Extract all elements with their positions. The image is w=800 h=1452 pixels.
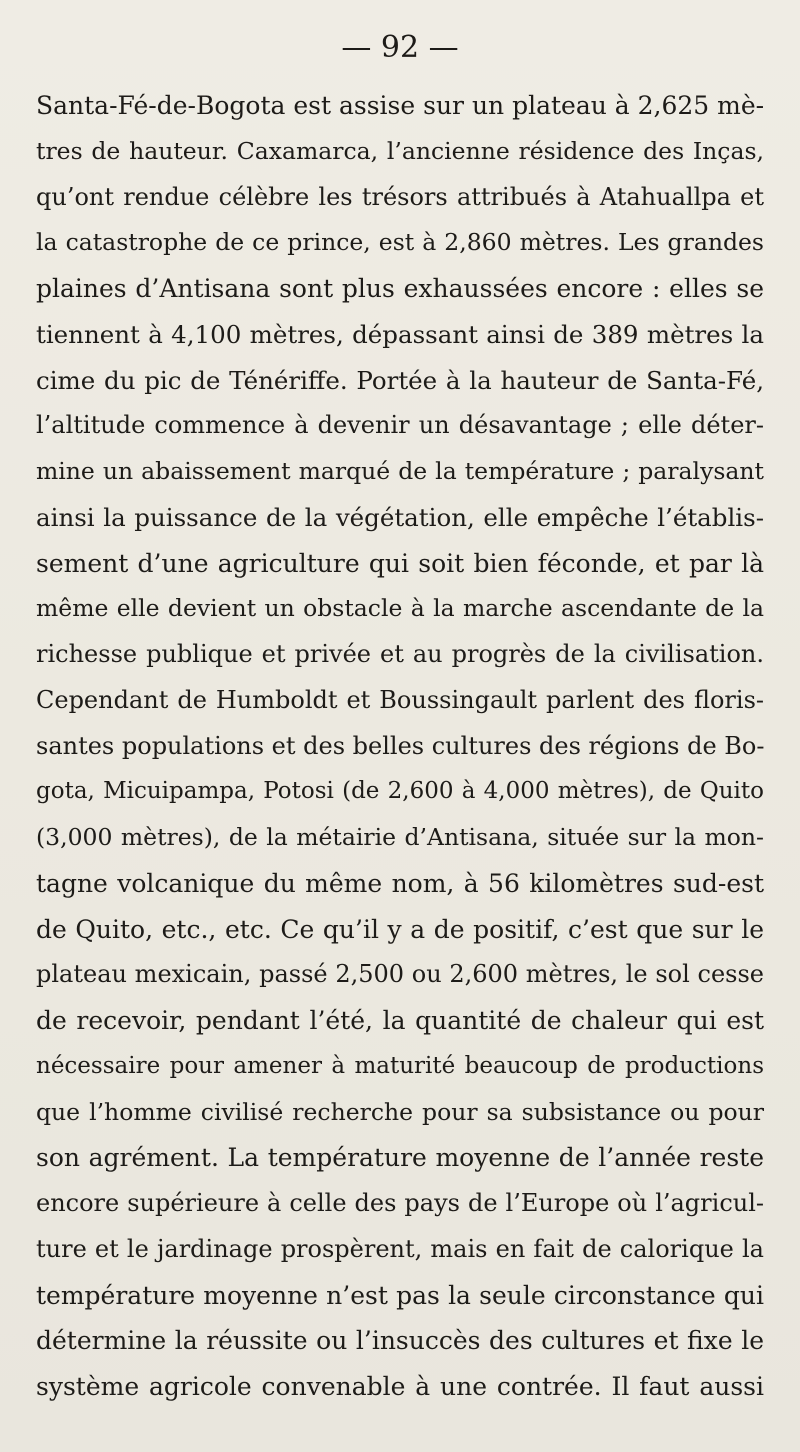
text-line: l’altitude commence à devenir un désavantage ; elle déter-: [36, 411, 764, 440]
text-line: ainsi la puissance de la végétation, elle empêche l’établis-: [36, 502, 764, 532]
text-line: santes populations et des belles cultures des régions de Bo-: [36, 731, 764, 760]
text-line: sement d’une agriculture qui soit bien féconde, et par là: [36, 548, 764, 578]
text-line: richesse publique et privée et au progrès de la civilisation.: [36, 640, 764, 668]
text-line: système agricole convenable à une contrée. Il faut aussi: [36, 1372, 764, 1401]
text-line: ture et le jardinage prospèrent, mais en fait de calorique la: [36, 1234, 764, 1263]
body-text: [36, 83, 764, 1410]
text-line: son agrément. La température moyenne de l’année reste: [36, 1143, 764, 1173]
text-line: tres de hauteur. Caxamarca, l’ancienne résidence des Inças,: [36, 136, 764, 165]
text-line: de recevoir, pendant l’été, la quantité de chaleur qui est: [36, 1006, 764, 1035]
text-line: température moyenne n’est pas la seule circonstance qui: [36, 1280, 764, 1310]
text-line: gota, Micuipampa, Potosi (de 2,600 à 4,000 mètres), de Quito: [36, 778, 764, 805]
text-line: cime du pic de Ténériffe. Portée à la hauteur de Santa-Fé,: [36, 365, 764, 395]
text-line: mine un abaissement marqué de la température ; paralysant: [36, 457, 764, 485]
text-line: de Quito, etc., etc. Ce qu’il y a de positif, c’est que sur le: [36, 914, 764, 944]
text-line: plaines d’Antisana sont plus exhaussées encore : elles se: [36, 274, 764, 303]
text-line: plateau mexicain, passé 2,500 ou 2,600 mètres, le sol cesse: [36, 960, 764, 989]
text-line: tagne volcanique du même nom, à 56 kilomètres sud-est: [36, 868, 764, 898]
text-line: même elle devient un obstacle à la marche ascendante de la: [36, 594, 764, 623]
text-line: tiennent à 4,100 mètres, dépassant ainsi de 389 mètres la: [36, 319, 764, 349]
page-number: — 92 —: [341, 30, 459, 65]
text-line: que l’homme civilisé recherche pour sa subsistance ou pour: [36, 1097, 764, 1126]
text-line: détermine la réussite ou l’insuccès des cultures et fixe le: [36, 1326, 764, 1356]
text-line: encore supérieure à celle des pays de l’Europe où l’agricul-: [36, 1189, 764, 1217]
text-line: (3,000 mètres), de la métairie d’Antisana, située sur la mon-: [36, 823, 764, 851]
text-line: qu’ont rendue célèbre les trésors attribués à Atahuallpa et: [36, 182, 764, 211]
text-line: Cependant de Humboldt et Boussingault parlent des floris-: [36, 685, 764, 714]
text-line: la catastrophe de ce prince, est à 2,860 mètres. Les grandes: [36, 228, 764, 257]
text-line: Santa-Fé-de-Bogota est assise sur un plateau à 2,625 mè-: [36, 91, 764, 120]
text-line: nécessaire pour amener à maturité beaucoup de productions: [36, 1052, 764, 1079]
